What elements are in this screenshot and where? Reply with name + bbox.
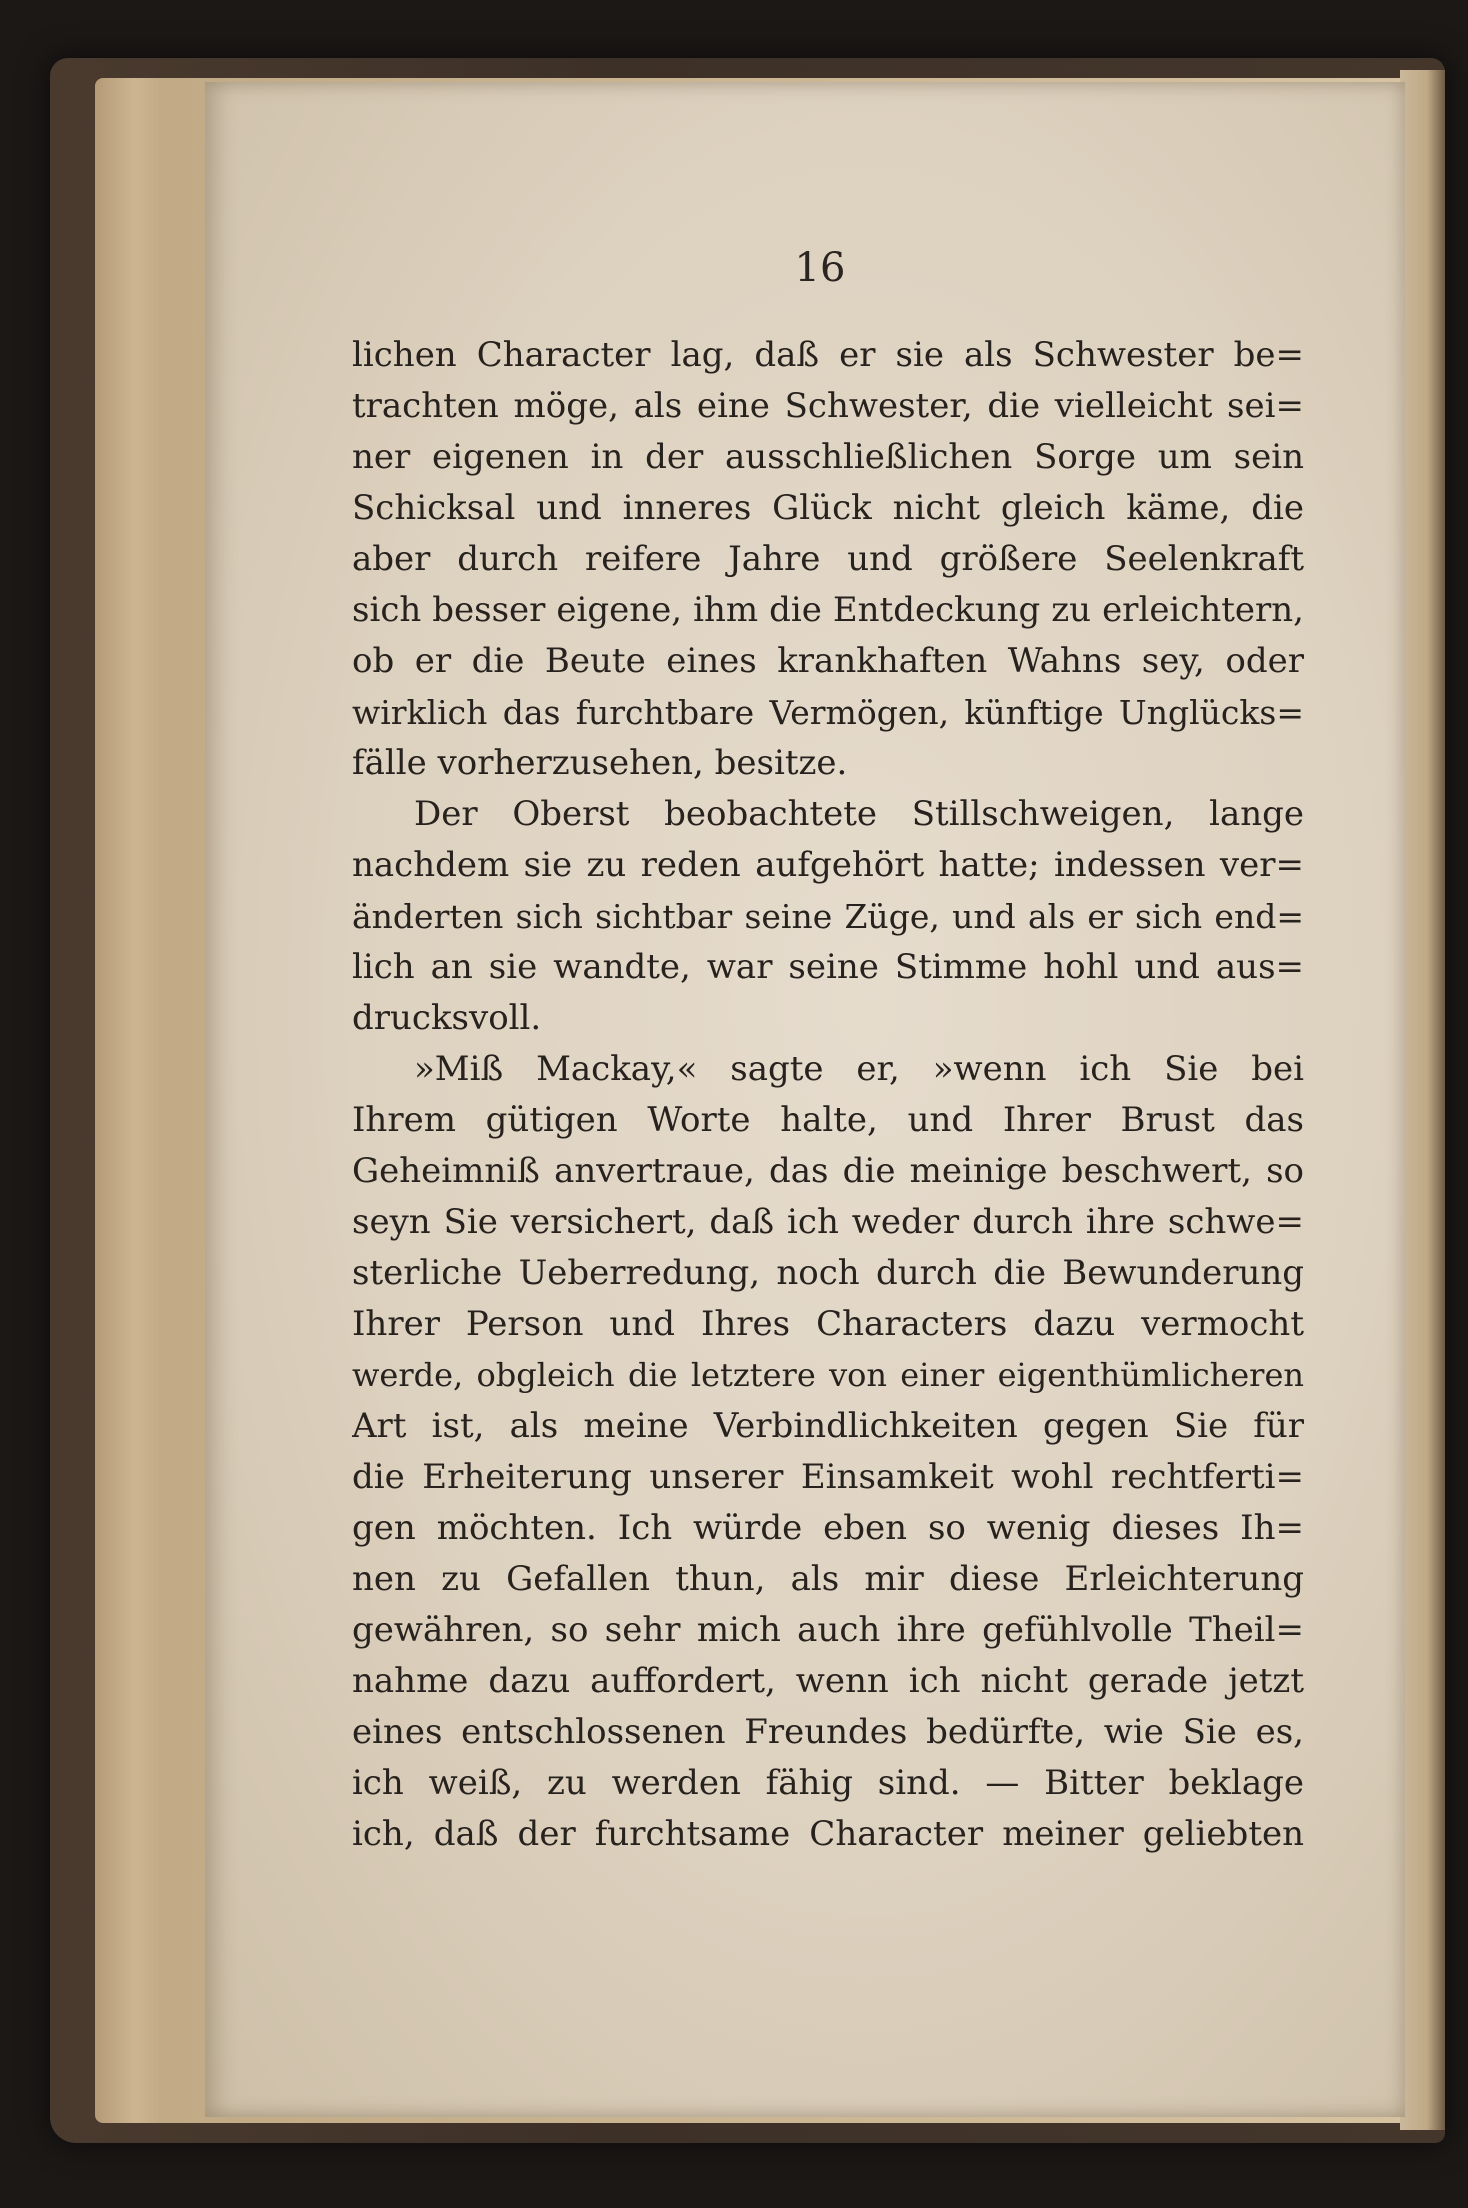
body-text <box>352 330 1304 1860</box>
text-line: Geheimniß anvertraue, das die meinige beschwert, so <box>352 1151 1304 1191</box>
text-line: gen möchten. Ich würde eben so wenig dieses Ih= <box>352 1508 1304 1548</box>
text-line: die Erheiterung unserer Einsamkeit wohl rechtferti= <box>352 1457 1304 1497</box>
text-line: trachten möge, als eine Schwester, die vielleicht sei= <box>352 386 1304 426</box>
text-line: drucksvoll. <box>352 998 542 1038</box>
text-line: werde, obgleich die letztere von einer eigenthümlicheren <box>352 1356 1304 1394</box>
page-number: 16 <box>794 245 846 291</box>
text-line: ich weiß, zu werden fähig sind. — Bitter beklage <box>352 1763 1304 1803</box>
text-line: lichen Character lag, daß er sie als Schwester be= <box>352 335 1304 375</box>
text-line: eines entschlossenen Freundes bedürfte, wie Sie es, <box>352 1712 1304 1752</box>
text-line: sterliche Ueberredung, noch durch die Bewunderung <box>352 1253 1304 1293</box>
text-line: ich, daß der furchtsame Character meiner geliebten <box>352 1814 1304 1854</box>
text-line: wirklich das furchtbare Vermögen, künftige Unglücks= <box>352 693 1304 732</box>
text-line: Ihrer Person und Ihres Characters dazu vermocht <box>352 1304 1304 1344</box>
text-line: ner eigenen in der ausschließlichen Sorge um sein <box>352 437 1304 477</box>
text-line: fälle vorherzusehen, besitze. <box>352 743 848 783</box>
facing-page-edge <box>1400 70 1445 2130</box>
text-line: nahme dazu auffordert, wenn ich nicht gerade jetzt <box>352 1661 1304 1701</box>
text-line: »Miß Mackay,« sagte er, »wenn ich Sie bei <box>414 1049 1304 1089</box>
text-line: Ihrem gütigen Worte halte, und Ihrer Brust das <box>352 1100 1304 1140</box>
text-line: sich besser eigene, ihm die Entdeckung zu erleichtern, <box>352 590 1304 630</box>
text-line: aber durch reifere Jahre und größere Seelenkraft <box>352 539 1304 579</box>
text-line: seyn Sie versichert, daß ich weder durch ihre schwe= <box>352 1202 1304 1242</box>
text-line: Schicksal und inneres Glück nicht gleich käme, die <box>352 488 1304 528</box>
text-line: nen zu Gefallen thun, als mir diese Erleichterung <box>352 1559 1304 1599</box>
text-line: änderten sich sichtbar seine Züge, und als er sich end= <box>352 897 1304 936</box>
text-line: gewähren, so sehr mich auch ihre gefühlvolle Theil= <box>352 1610 1304 1650</box>
text-line: ob er die Beute eines krankhaften Wahns sey, oder <box>352 641 1304 681</box>
text-line: lich an sie wandte, war seine Stimme hohl und aus= <box>352 947 1304 987</box>
text-line: Art ist, als meine Verbindlichkeiten gegen Sie für <box>352 1406 1304 1446</box>
text-line: nachdem sie zu reden aufgehört hatte; indessen ver= <box>352 845 1304 885</box>
text-line: Der Oberst beobachtete Stillschweigen, lange <box>414 794 1304 834</box>
